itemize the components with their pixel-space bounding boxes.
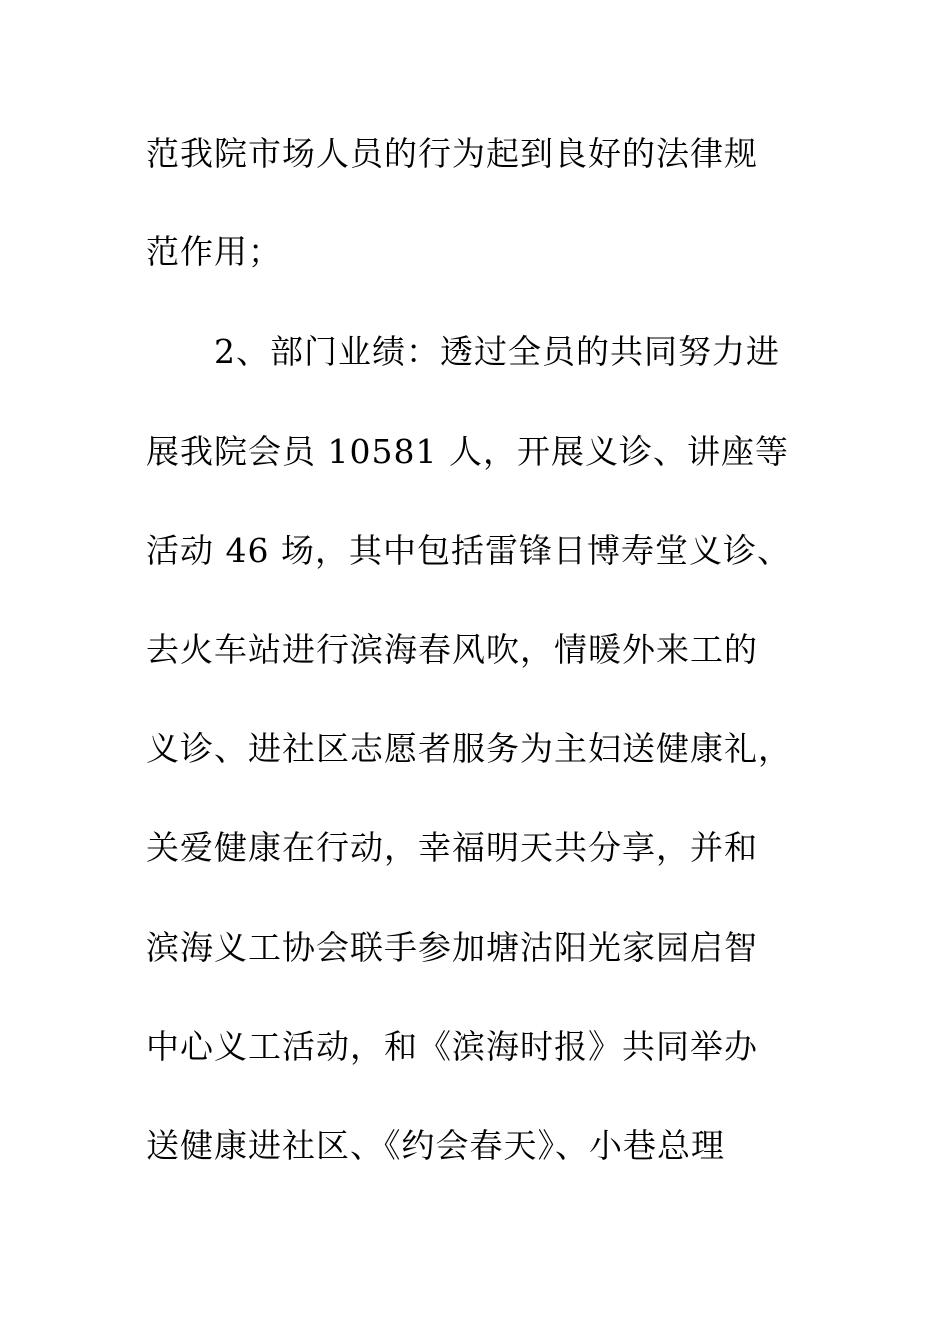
text-line-11: 送健康进社区、《约会春天》、小巷总理 — [146, 1126, 725, 1165]
text-line-7: 义诊、进社区志愿者服务为主妇送健康礼， — [146, 729, 792, 768]
text-line-2: 范作用； — [146, 232, 282, 271]
text-line-9: 滨海义工协会联手参加塘沽阳光家园启智 — [146, 928, 758, 967]
text-line-1: 范我院市场人员的行为起到良好的法律规 — [146, 134, 758, 173]
text-line-8: 关爱健康在行动，幸福明天共分享，并和 — [146, 828, 758, 867]
text-line-4: 展我院会员 10581 人，开展义诊、讲座等 — [146, 432, 789, 471]
text-line-3: 2、部门业绩：透过全员的共同努力进 — [214, 332, 780, 371]
text-line-10: 中心义工活动，和《滨海时报》共同举办 — [146, 1027, 758, 1066]
text-line-5: 活动 46 场，其中包括雷锋日博寿堂义诊、 — [146, 531, 791, 570]
text-line-6: 去火车站进行滨海春风吹，情暖外来工的 — [146, 630, 758, 669]
